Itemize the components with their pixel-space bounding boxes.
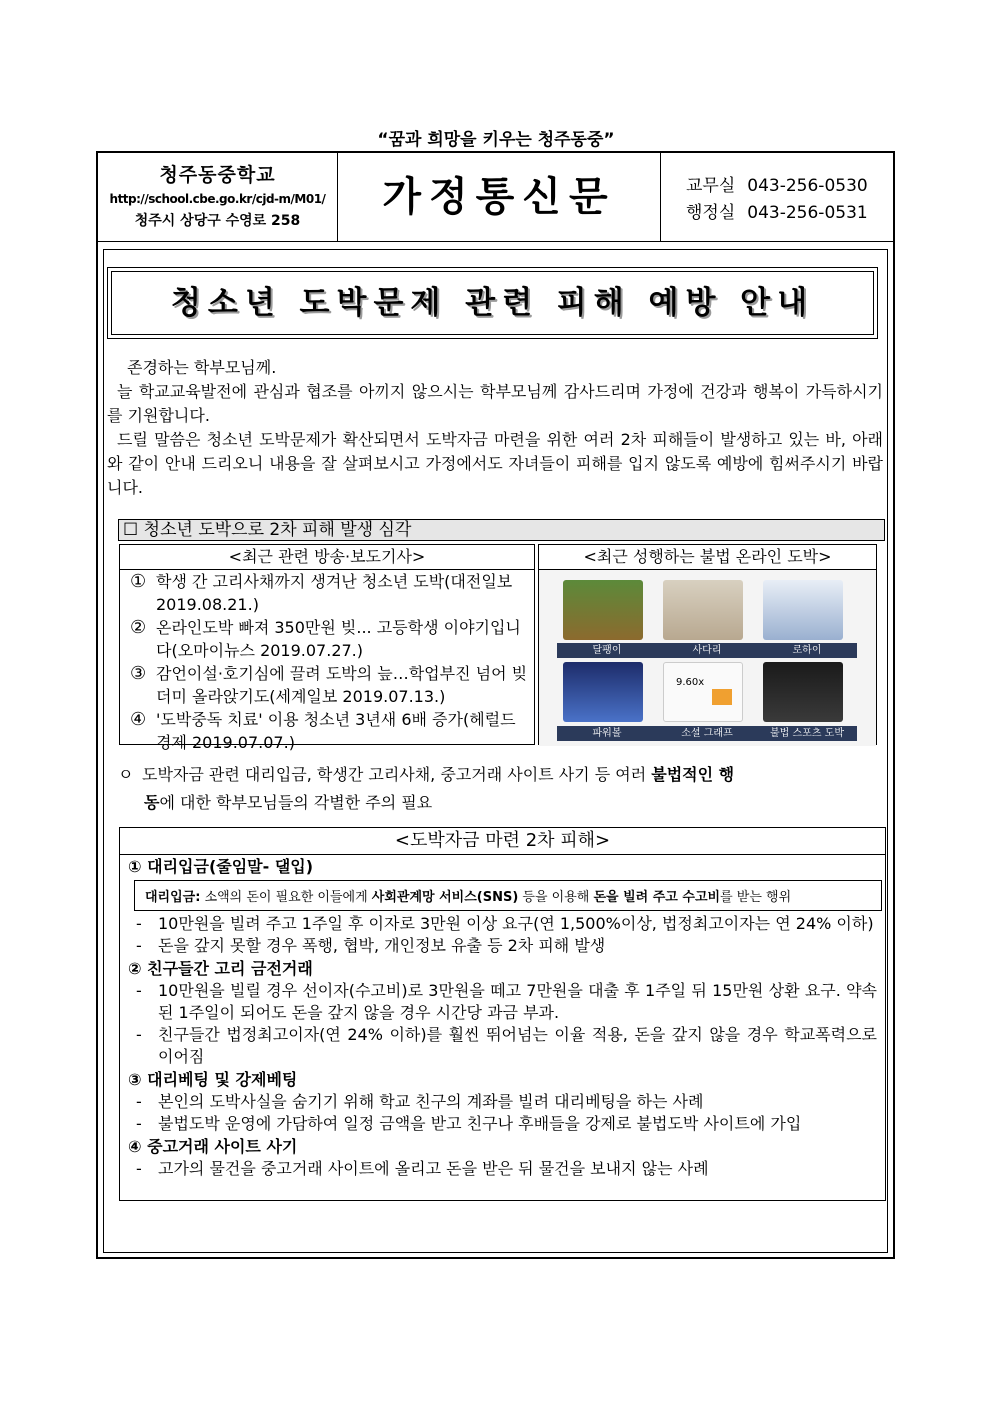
intro <box>107 356 883 500</box>
dash: - <box>136 1092 142 1111</box>
news-number: ② <box>130 617 147 638</box>
section2-heading: <도박자금 마련 2차 피해> <box>120 828 885 855</box>
caution-note <box>118 761 883 817</box>
document-title: 가정통신문 <box>338 153 661 241</box>
secondary-damage-box <box>119 827 886 1201</box>
school-address: 청주시 상당구 수영로 258 <box>134 213 301 229</box>
ladder-game-screenshot <box>663 580 743 640</box>
note-emphasis: 동 <box>144 793 160 812</box>
phone-label: 행정실 <box>686 203 736 223</box>
graph-bar <box>712 689 732 705</box>
list-item <box>128 980 877 1024</box>
item-text: 불법도박 운영에 가담하여 일정 금액을 받고 친구나 후배들을 강제로 불법도박 사이트에 가입 <box>158 1114 802 1133</box>
list-item <box>128 935 877 957</box>
definition-text: 등을 이용해 <box>518 890 594 905</box>
school-url[interactable]: http://school.cbe.go.kr/cjd-m/M01/ <box>109 192 326 206</box>
powerball-screenshot <box>563 662 643 722</box>
definition-label: 대리입금: <box>145 890 201 905</box>
dash: - <box>136 1114 142 1133</box>
snail-race-screenshot <box>563 580 643 640</box>
news-item <box>130 708 528 754</box>
item-text: 10만원을 빌려 주고 1주일 후 이자로 3만원 이상 요구(연 1,500%이상, 법정최고이자는 연 24% 이하) <box>158 914 874 933</box>
intro-paragraph: 드릴 말씀은 청소년 도박문제가 확산되면서 도박자금 마련을 위한 여러 2차 피해들이 발생하고 있는 바, 아래와 같이 안내 드리오니 내용을 잘 살펴보시고 가정에서도 자녀들이 피해를 입지 않도록 예방에 힘써주시기 바랍니다. <box>107 430 883 497</box>
sports-betting-screenshot <box>763 662 843 722</box>
label-sports-betting: 불법 스포츠 도박 <box>770 728 844 739</box>
definition-text: 를 받는 행위 <box>720 890 792 905</box>
item-text: 10만원을 빌릴 경우 선이자(수고비)로 3만원을 떼고 7만원을 대출 후 1주일 뒤 15만원 상환 요구. 약속된 1주일이 되어도 돈을 갚지 않을 경우 시간당 과금 부과. <box>158 981 877 1022</box>
greeting: 존경하는 학부모님께. <box>127 358 277 377</box>
news-text: '도박중독 치료' 이용 청소년 3년새 6배 증가(헤럴드경제 2019.07.07.) <box>156 710 516 752</box>
banner <box>107 267 878 339</box>
label-ladder: 사다리 <box>692 645 722 656</box>
item-title: ③ 대리베팅 및 강제베팅 <box>128 1070 298 1089</box>
social-graph-screenshot <box>663 662 743 722</box>
section-heading: ☐ 청소년 도박으로 2차 피해 발생 심각 <box>118 519 885 541</box>
item-text: 친구들간 법정최고이자(연 24% 이하)를 훨씬 뛰어넘는 이율 적용, 돈을 갚지 않을 경우 학교폭력으로 이어짐 <box>158 1025 877 1066</box>
item-text: 본인의 도박사실을 숨기기 위해 학교 친구의 계좌를 빌려 대리베팅을 하는 사례 <box>158 1092 704 1111</box>
school-name: 청주동중학교 <box>159 164 276 186</box>
phone-label: 교무실 <box>686 176 736 196</box>
definition-text: 소액의 돈이 필요한 이들에게 <box>200 890 372 905</box>
gambling-types-box <box>538 544 877 745</box>
banner-title: 청소년 도박문제 관련 피해 예방 안내 <box>111 271 874 335</box>
graph-multiplier: 9.60x <box>676 677 705 688</box>
item-title: ④ 중고거래 사이트 사기 <box>128 1137 298 1156</box>
definition-box <box>134 880 882 911</box>
news-heading: <최근 관련 방송·보도기사> <box>120 545 534 570</box>
dash: - <box>136 981 142 1000</box>
item-text: 고가의 물건을 중고거래 사이트에 올리고 돈을 받은 뒤 물건을 보내지 않는 사례 <box>158 1159 709 1178</box>
dash: - <box>136 914 142 933</box>
news-box <box>119 544 535 752</box>
list-item <box>128 1113 877 1135</box>
list-item <box>128 1091 877 1113</box>
bullet: ㅇ <box>118 765 134 784</box>
dash: - <box>136 1159 142 1178</box>
lowhigh-screenshot <box>763 580 843 640</box>
phone-number: 043-256-0530 <box>747 176 868 196</box>
gambling-screenshots <box>539 570 876 746</box>
gambling-heading: <최근 성행하는 불법 온라인 도박> <box>539 545 876 570</box>
note-text: 도박자금 관련 대리입금, 학생간 고리사채, 중고거래 사이트 사기 등 여러 <box>142 765 652 784</box>
news-item <box>130 570 528 616</box>
motto: “꿈과 희망을 키우는 청주동중” <box>377 130 615 150</box>
news-number: ④ <box>130 709 147 730</box>
list-item <box>128 1024 877 1068</box>
label-lowhigh: 로하이 <box>792 645 822 656</box>
note-text: 에 대한 학부모님들의 각별한 주의 필요 <box>159 793 433 812</box>
item-text: 돈을 갚지 못할 경우 폭행, 협박, 개인정보 유출 등 2차 피해 발생 <box>158 936 606 955</box>
intro-paragraph: 늘 학교교육발전에 관심과 협조를 아끼지 않으시는 학부모님께 감사드리며 가정에 건강과 행복이 가득하시기를 기원합니다. <box>107 382 883 425</box>
news-text: 학생 간 고리사채까지 생겨난 청소년 도박(대전일보 2019.08.21.) <box>156 572 513 614</box>
news-number: ③ <box>130 663 147 684</box>
label-social-graph: 소셜 그래프 <box>681 728 733 739</box>
list-item <box>128 1158 877 1180</box>
news-item <box>130 662 528 708</box>
definition-emphasis: 사회관계망 서비스(SNS) <box>371 890 519 905</box>
item-title: ① 대리입금(줄임말- 댈입) <box>128 857 314 876</box>
phone-number: 043-256-0531 <box>747 203 868 223</box>
label-snail: 달팽이 <box>592 645 622 656</box>
item-title: ② 친구들간 고리 금전거래 <box>128 959 313 978</box>
news-text: 감언이설·호기심에 끌려 도박의 늪…학업부진 넘어 빚더미 올라앉기도(세계일보 2019.07.13.) <box>156 664 528 706</box>
news-list <box>120 570 534 754</box>
news-number: ① <box>130 571 147 592</box>
list-item <box>128 913 877 935</box>
dash: - <box>136 1025 142 1044</box>
definition-emphasis: 돈을 빌려 주고 수고비 <box>593 890 721 905</box>
note-emphasis: 불법적인 행 <box>651 765 735 784</box>
news-item <box>130 616 528 662</box>
news-text: 온라인도박 빠져 350만원 빚... 고등학생 이야기입니다(오마이뉴스 2019.07.27.) <box>156 618 521 660</box>
dash: - <box>136 936 142 955</box>
label-powerball: 파워볼 <box>592 728 622 739</box>
